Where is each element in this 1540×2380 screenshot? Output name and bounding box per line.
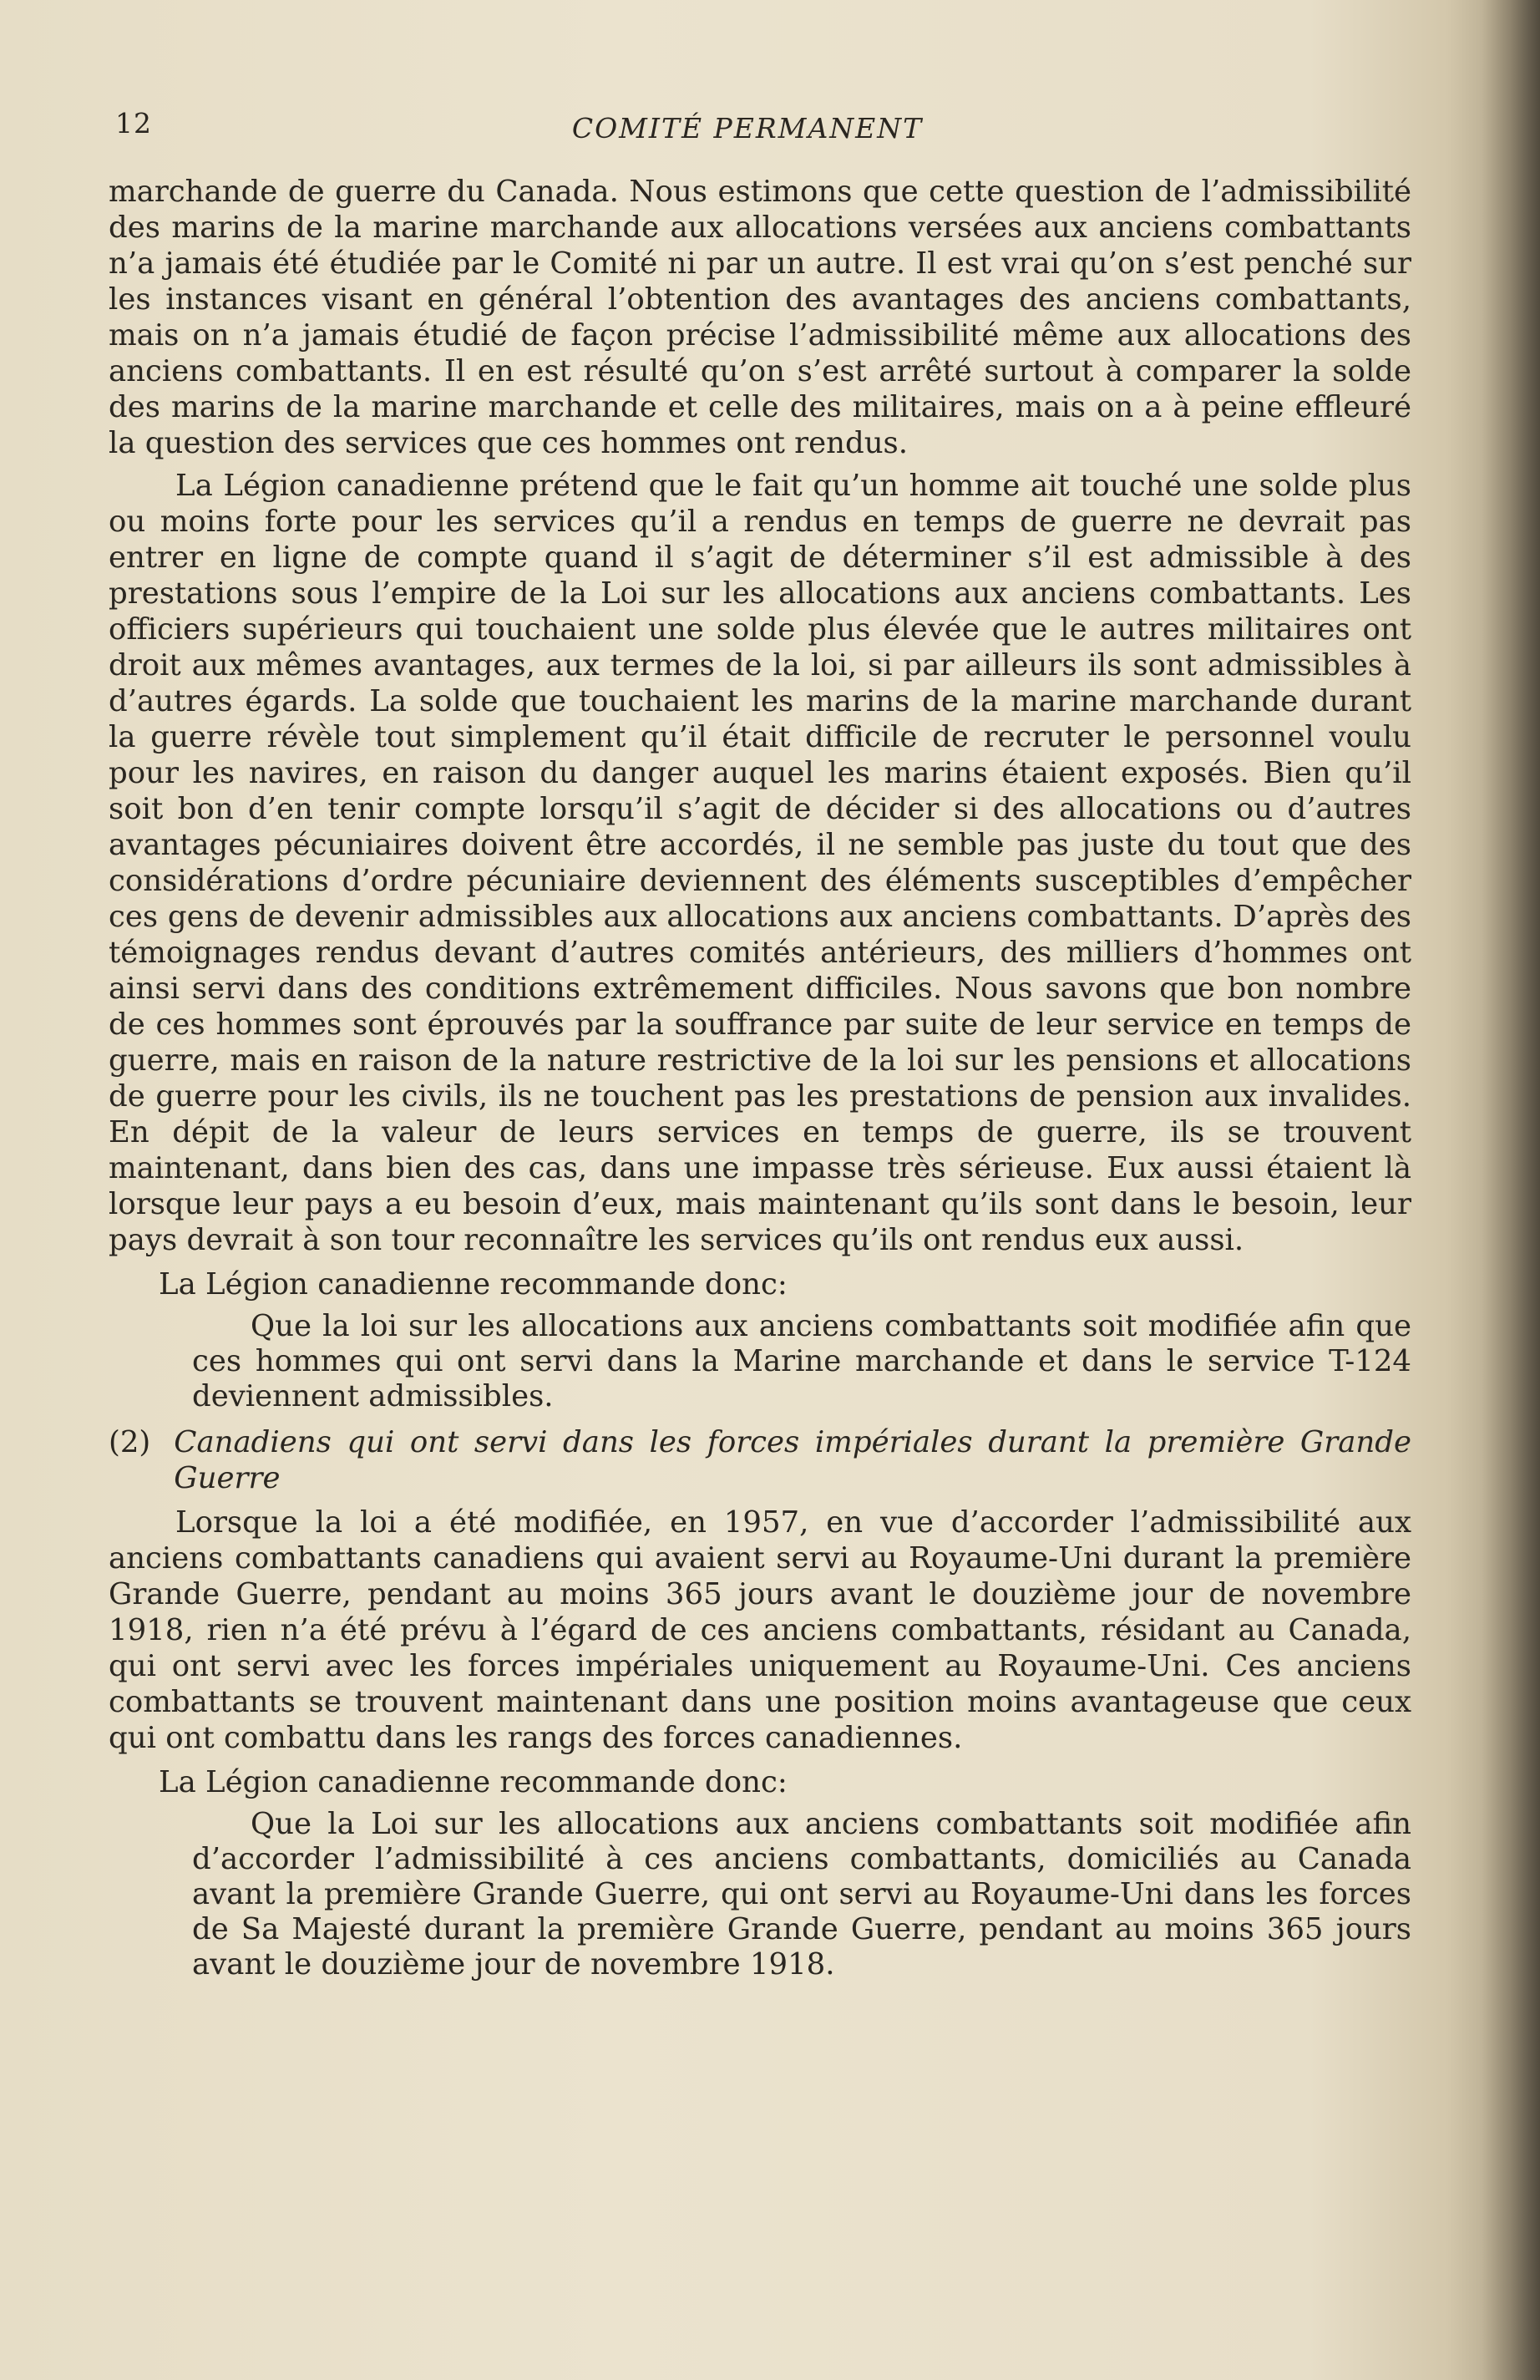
section-heading bbox=[109, 1424, 1411, 1496]
page-body bbox=[109, 174, 1411, 1992]
paragraph-continuation: marchande de guerre du Canada. Nous estimons que cette question de l’admissibilité des marins de la marine marchande aux allocations versées aux anciens combattants n’a jamais été étudiée par le Comité ni par un autre. Il est vrai qu’on s’est penché sur les instances visant en général l’obtention des avantages des anciens combattants, mais on n’a jamais étudié de façon précise l’admissibilité même aux allocations des anciens combattants. Il en est résulté qu’on s’est arrêté surtout à comparer la solde des marins de la marine marchande et celle des militaires, mais on a à peine effleuré la question des services que ces hommes ont rendus. bbox=[109, 175, 1411, 460]
paragraph-legion-claim: La Légion canadienne prétend que le fait qu’un homme ait touché une solde plus ou moins forte pour les services qu’il a rendus en temps de guerre ne devrait pas entrer en ligne de compte quand il s’agit de déterminer s’il est admissible à des prestations sous l’empire de la Loi sur les allocations aux anciens combattants. Les officiers supérieurs qui touchaient une solde plus élevée que le autres militaires ont droit aux mêmes avantages, aux termes de la loi, si par ailleurs ils sont admissibles à d’autres égards. La solde que touchaient les marins de la marine marchande durant la guerre révèle tout simplement qu’il était difficile de recruter le personnel voulu pour les navires, en raison du danger auquel les marins étaient exposés. Bien qu’il soit bon d’en tenir compte lorsqu’il s’agit de décider si des allocations ou d’autres avantages pécuniaires doivent être accordés, il ne semble pas juste du tout que des considérations d’ordre pécuniaire deviennent des éléments susceptibles d’empêcher ces gens de devenir admissibles aux allocations aux anciens combattants. D’après des témoignages rendus devant d’autres comités antérieurs, des milliers d’hommes ont ainsi servi dans des conditions extrêmement difficiles. Nous savons que bon nombre de ces hommes sont éprouvés par la souffrance par suite de leur service en temps de guerre, mais en raison de la nature restrictive de la loi sur les pensions et allocations de guerre pour les civils, ils ne touchent pas les prestations de pension aux invalides. En dépit de la valeur de leurs services en temps de guerre, ils se trouvent maintenant, dans bien des cas, dans une impasse très sérieuse. Eux aussi étaient là lorsque leur pays a eu besoin d’eux, mais maintenant qu’ils sont dans le besoin, leur pays devrait à son tour reconnaître les services qu’ils ont rendus eux aussi. bbox=[109, 469, 1411, 1257]
running-title: COMITÉ PERMANENT bbox=[571, 112, 924, 145]
recommendation-intro: La Légion canadienne recommande donc: bbox=[159, 1267, 788, 1302]
page-header bbox=[109, 107, 1386, 157]
recommendation-intro-2: La Légion canadienne recommande donc: bbox=[159, 1765, 788, 1799]
paragraph-imperial-forces: Lorsque la loi a été modifiée, en 1957, en vue d’accorder l’admissibilité aux anciens combattants canadiens qui avaient servi au Royaume-Uni durant la première Grande Guerre, pendant au moins 365 jours avant le douzième jour de novembre 1918, rien n’a été prévu à l’égard de ces anciens combattants, résidant au Canada, qui ont servi avec les forces impériales uniquement au Royaume-Uni. Ces anciens combattants se trouvent maintenant dans une position moins avantageuse que ceux qui ont combattu dans les rangs des forces canadiennes. bbox=[109, 1505, 1411, 1755]
section-title: Canadiens qui ont servi dans les forces impériales durant la première Grande Guerre bbox=[174, 1425, 1411, 1495]
book-spine-shadow bbox=[1482, 0, 1540, 2380]
recommendation-text-2: Que la Loi sur les allocations aux anciens combattants soit modifiée afin d’accorder l’admissibilité à ces anciens combattants, domiciliés au Canada avant la première Grande Guerre, qui ont servi au Royaume-Uni dans les forces de Sa Majesté durant la première Grande Guerre, pendant au moins 365 jours avant le douzième jour de novembre 1918. bbox=[192, 1807, 1411, 1982]
section-number: (2) bbox=[109, 1425, 151, 1459]
recommendation-text: Que la loi sur les allocations aux anciens combattants soit modifiée afin que ces hommes qui ont servi dans la Marine marchande et dans le service T-124 deviennent admissibles. bbox=[192, 1309, 1411, 1413]
page-number: 12 bbox=[115, 107, 152, 140]
